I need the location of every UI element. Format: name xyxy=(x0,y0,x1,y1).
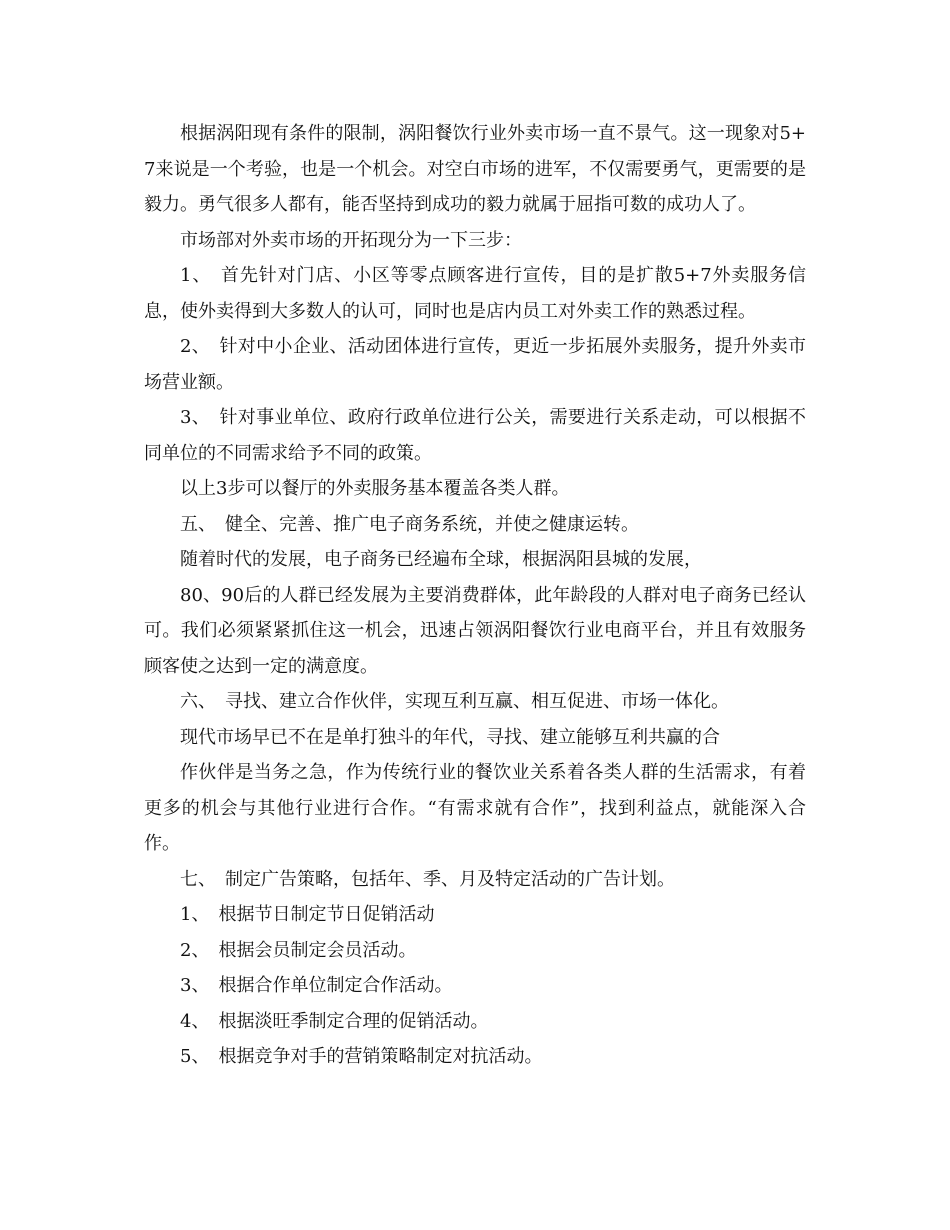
section-heading-5: 五、 健全、完善、推广电子商务系统，并使之健康运转。 xyxy=(180,513,639,535)
document-body xyxy=(144,116,806,1075)
list-item-ad-1: 1、 根据节日制定节日促销活动 xyxy=(180,904,435,925)
list-item-ad-5: 5、 根据竞争对手的营销策略制定对抗活动。 xyxy=(180,1046,543,1067)
paragraph-ecommerce-2: 80、90后的人群已经发展为主要消费群体，此年龄段的人群对电子商务已经认可。我们必须紧紧抓住这一机会，迅速占领涡阳餐饮行业电商平台，并且有效服务顾客使之达到一定的满意度。 xyxy=(144,584,806,677)
paragraph-partners-2: 作伙伴是当务之急，作为传统行业的餐饮业关系着各类人群的生活需求，有着更多的机会与其他行业进行合作。“有需求就有合作”，找到利益点，就能深入合作。 xyxy=(144,762,806,854)
paragraph-partners-1: 现代市场早已不在是单打独斗的年代，寻找、建立能够互利共赢的合 xyxy=(180,726,720,748)
paragraph-steps-heading: 市场部对外卖市场的开拓现分为一下三步： xyxy=(180,229,522,251)
paragraph-step-1: 1、 首先针对门店、小区等零点顾客进行宣传，目的是扩散5+7外卖服务信息，使外卖得到大多数人的认可，同时也是店内员工对外卖工作的熟悉过程。 xyxy=(144,265,806,322)
section-heading-7: 七、 制定广告策略，包括年、季、月及特定活动的广告计划。 xyxy=(180,868,675,890)
list-item-ad-3: 3、 根据合作单位制定合作活动。 xyxy=(180,975,453,996)
paragraph-ecommerce-1: 随着时代的发展，电子商务已经遍布全球，根据涡阳县城的发展， xyxy=(180,549,702,570)
section-heading-6: 六、 寻找、建立合作伙伴，实现互利互赢、相互促进、市场一体化。 xyxy=(180,691,729,712)
paragraph-steps-summary: 以上3步可以餐厅的外卖服务基本覆盖各类人群。 xyxy=(180,478,570,499)
list-item-ad-2: 2、 根据会员制定会员活动。 xyxy=(180,939,417,961)
paragraph-step-3: 3、 针对事业单位、政府行政单位进行公关，需要进行关系走动，可以根据不同单位的不同需求给予不同的政策。 xyxy=(144,407,806,464)
list-item-ad-4: 4、 根据淡旺季制定合理的促销活动。 xyxy=(180,1010,489,1032)
paragraph-intro: 根据涡阳现有条件的限制，涡阳餐饮行业外卖市场一直不景气。这一现象对5+7来说是一个考验，也是一个机会。对空白市场的进军，不仅需要勇气，更需要的是毅力。勇气很多人都有，能否坚持到成功的毅力就属于屈指可数的成功人了。 xyxy=(144,123,806,215)
paragraph-step-2: 2、 针对中小企业、活动团体进行宣传，更近一步拓展外卖服务，提升外卖市场营业额。 xyxy=(144,336,806,393)
